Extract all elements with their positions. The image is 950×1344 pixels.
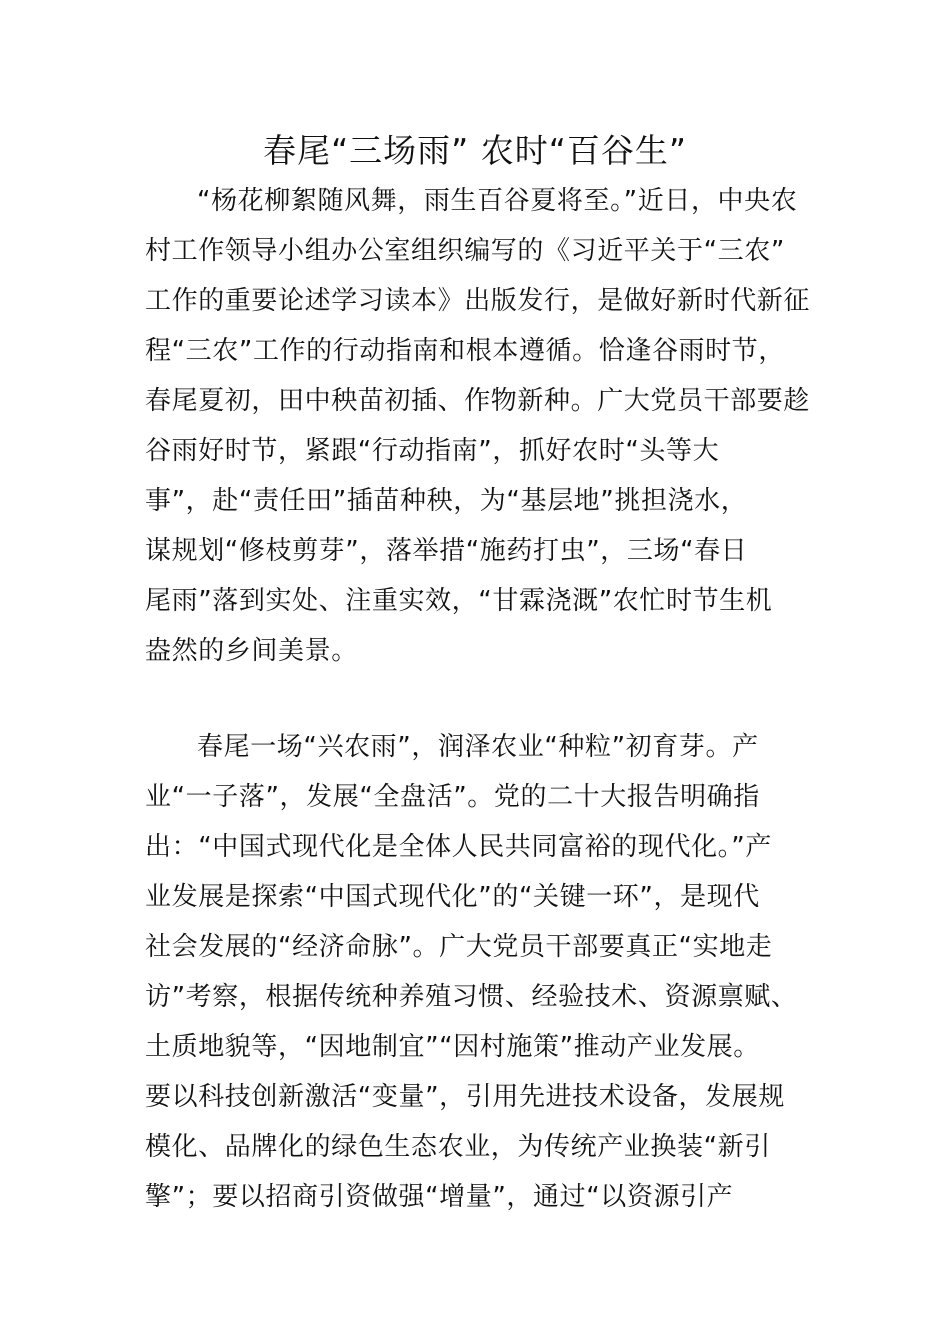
document-title: 春尾“三场雨” 农时“百谷生”: [263, 131, 687, 170]
paragraph-line: 工作的重要论述学习读本》出版发行，是做好新时代新征: [145, 286, 811, 316]
paragraph-line: 出：“中国式现代化是全体人民共同富裕的现代化。”产: [145, 832, 772, 862]
paragraph-line: 村工作领导小组办公室组织编写的《习近平关于“三农”: [145, 236, 785, 266]
paragraph-line: 社会发展的“经济命脉”。广大党员干部要真正“实地走: [145, 932, 773, 962]
paragraph-line: 业发展是探索“中国式现代化”的“关键一环”，是现代: [145, 882, 760, 912]
paragraph-line: 春尾夏初，田中秧苗初插、作物新种。广大党员干部要趁: [145, 386, 811, 416]
paragraph-line: 春尾一场“兴农雨”，润泽农业“种粒”初育芽。产: [197, 732, 759, 762]
paragraph-line: 擎”；要以招商引资做强“增量”，通过“以资源引产: [145, 1182, 734, 1212]
paragraph-line: 程“三农”工作的行动指南和根本遵循。恰逢谷雨时节，: [145, 336, 785, 366]
paragraph-line: 尾雨”落到实处、注重实效，“甘霖浇溉”农忙时节生机: [145, 586, 773, 616]
paragraph-line: 谋规划“修枝剪芽”，落举措“施药打虫”，三场“春日: [145, 536, 748, 566]
paragraph-line: 业“一子落”，发展“全盘活”。党的二十大报告明确指: [145, 782, 760, 812]
paragraph-2: [145, 722, 810, 1222]
paragraph-line: 要以科技创新激活“变量”，引用先进技术设备，发展规: [145, 1082, 785, 1112]
paragraph-line: 模化、品牌化的绿色生态农业，为传统产业换装“新引: [145, 1132, 771, 1162]
paragraph-line: 土质地貌等，“因地制宜”“因村施策”推动产业发展。: [145, 1032, 760, 1062]
paragraph-line: 事”，赴“责任田”插苗种秧，为“基层地”挑担浇水，: [145, 486, 748, 516]
paragraph-line: 盎然的乡间美景。: [145, 636, 358, 666]
paragraph-line: 访”考察，根据传统种养殖习惯、经验技术、资源禀赋、: [145, 982, 798, 1012]
paragraph-1: [145, 176, 810, 676]
paragraph-line: “杨花柳絮随风舞，雨生百谷夏将至。”近日，中央农: [197, 186, 798, 216]
paragraph-line: 谷雨好时节，紧跟“行动指南”，抓好农时“头等大: [145, 436, 720, 466]
